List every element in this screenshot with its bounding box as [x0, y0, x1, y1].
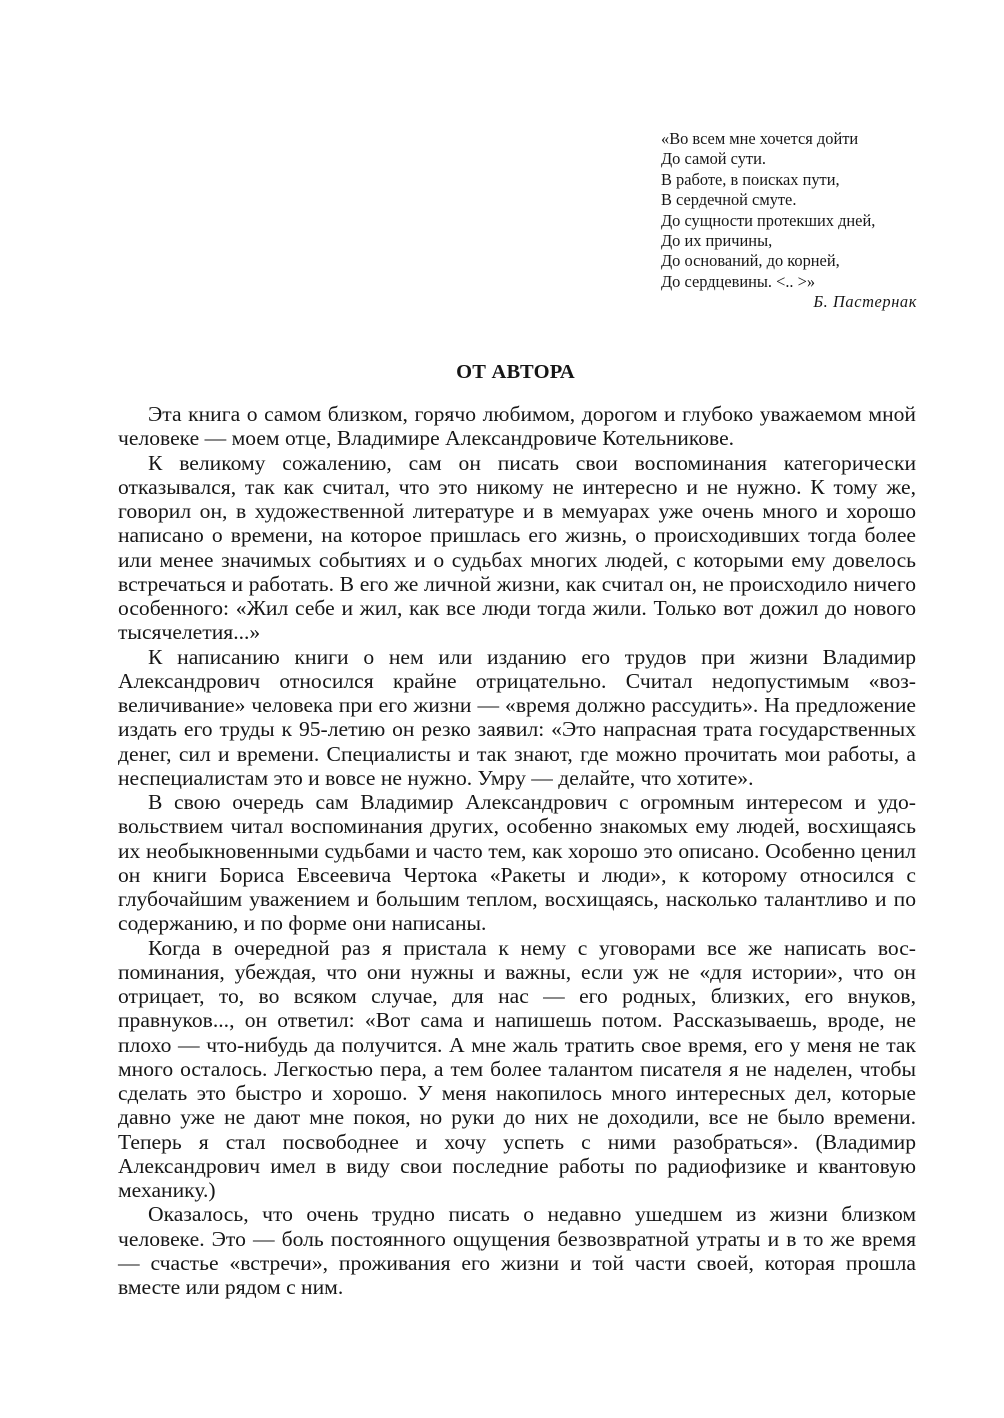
epigraph-line: В сердечной смуте. [661, 190, 797, 210]
paragraph: Когда в очередной раз я пристала к нему с уговорами все же написать воспоминания, убеждая, что они нужны и важны, если уж не «для истории», что он отрицает, то, во всяком случае, для нас — его родных, близких, его внуков, правнуков..., он ответил: «Вот сама и напишешь потом. Рассказываешь, вроде, не плохо — что-нибудь да получится. А мне жаль тратить свое время, его у меня не так много осталось. Легкостью пера, а тем более талантом писателя я не наделен, чтобы сделать это быстро и хорошо. У меня накопилось много интересных дел, которые давно уже не дают мне покоя, но руки до них не доходили, все не было времени. Теперь я стал посвободнее и хочу успеть с ними разобраться». (Владимир Александрович имел в виду свои последние работы по радиофизике и квантовую механику.) [118, 935, 916, 1202]
paragraph: Эта книга о самом близком, горячо любимом, дорогом и глубоко уважаемом мной человеке — моем отце, Владимире Александровиче Котельникове. [118, 402, 916, 451]
epigraph-line: До их причины, [661, 231, 773, 251]
section-heading: ОТ АВТОРА [456, 361, 575, 383]
paragraph: К написанию книги о нем или изданию его трудов при жизни Владимир Александрович относился крайне отрицательно. Считал недопустимым «возвеличивание» человека при его жизни — «время должно рассудить». На предложение издать его труды к 95-летию он резко заявил: «Это напрасная трата государственных денег, сил и времени. Специалисты и так знают, где можно прочитать мои работы, а неспециалистам это и вовсе не нужно. Умру — делайте, что хотите». [118, 644, 916, 790]
epigraph-line: «Во всем мне хочется дойти [661, 129, 859, 148]
epigraph [661, 129, 917, 313]
epigraph-line: До самой сути. [661, 149, 766, 169]
body-text [118, 402, 916, 1299]
epigraph-line: В работе, в поисках пути, [661, 169, 840, 189]
paragraph: Оказалось, что очень трудно писать о недавно ушедшем из жизни близком человеке. Это — боль постоянного ощущения безвозвратной утраты и в то же время — счастье «встречи», проживания его жизни и той части своей, которая прошла вместе или рядом с ним. [118, 1202, 916, 1299]
epigraph-line: До оснований, до корней, [661, 251, 840, 271]
epigraph-line: До сущности протекших дней, [661, 210, 876, 230]
paragraph: К великому сожалению, сам он писать свои воспоминания категорически отказывался, так как считал, что это никому не интересно и не нужно. К тому же, говорил он, в художественной литературе и в мемуарах уже очень много и хорошо написано о времени, на которое пришлась его жизнь, о происходивших тогда более или менее значимых событиях и о судьбах многих людей, с которыми ему довелось встречаться и работать. В его же личной жизни, как считал он, не происходило ничего особенного: «Жил себе и жил, как все люди тогда жили. Только вот дожил до нового тысячелетия...» [118, 450, 916, 645]
epigraph-line: До сердцевины. <.. >» [661, 271, 816, 291]
paragraph: В свою очередь сам Владимир Александрович с огромным интересом и удовольствием читал воспоминания других, особенно знакомых ему людей, восхищаясь их необыкновенными судьбами и часто тем, как хорошо это описано. Особенно ценил он книги Бориса Евсеевича Чертока «Ракеты и люди», к которому относился с глубочайшим уважением и большим теплом, восхищаясь, насколько талантливо и по содержанию, и по форме они написаны. [118, 790, 916, 936]
epigraph-author: Б. Пастернак [813, 292, 917, 312]
